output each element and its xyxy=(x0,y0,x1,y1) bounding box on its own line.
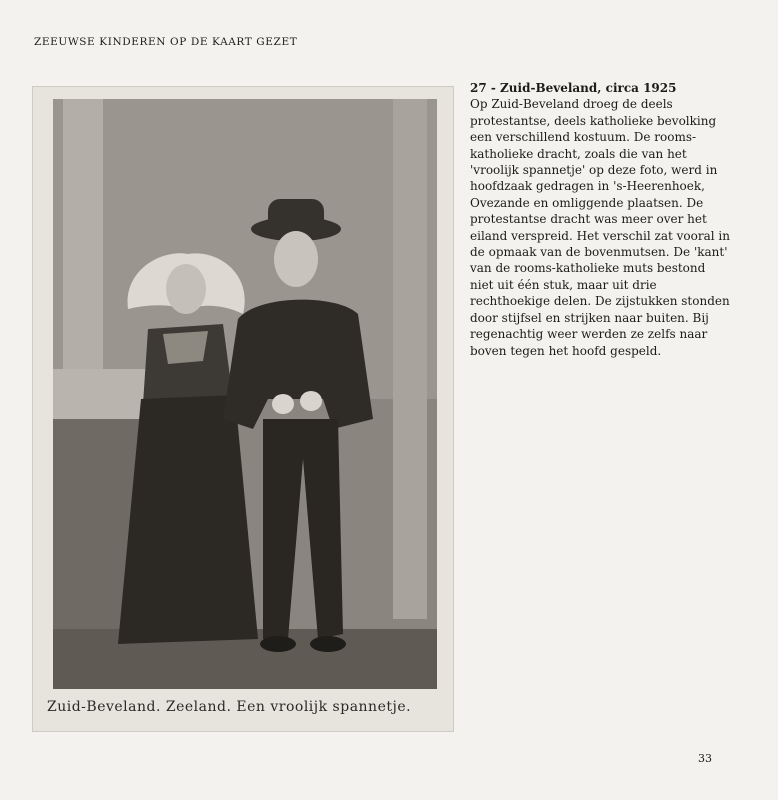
photo-caption: Zuid-Beveland. Zeeland. Een vroolijk spannetje. xyxy=(47,699,412,715)
article-heading: 27 - Zuid-Beveland, circa 1925 xyxy=(470,81,677,95)
article-column xyxy=(470,80,730,359)
running-head: ZEEUWSE KINDEREN OP DE KAART GEZET xyxy=(34,36,298,48)
article-body: Op Zuid-Beveland droeg de deels protestantse, deels katholieke bevolking een verschillend kostuum. De rooms-katholieke dracht, zoals die van het 'vroolijk spannetje' op deze foto, werd in hoofdzaak gedragen in 's-Heerenhoek, Ovezande en omliggende plaatsen. De protestantse dracht was meer over het eiland verspreid. Het verschil zat vooral in de opmaak van de bovenmutsen. De 'kant' van de rooms-katholieke muts bestond niet uit één stuk, maar uit drie rechthoekige delen. De zijstukken stonden door stijfsel en strijken naar buiten. Bij regenachtig weer werden ze zelfs naar boven tegen het hoofd gespeld. xyxy=(470,97,730,358)
historic-photograph xyxy=(53,99,437,689)
photo-illustration xyxy=(53,99,437,689)
photo-card xyxy=(32,86,454,732)
page-number: 33 xyxy=(698,752,712,765)
